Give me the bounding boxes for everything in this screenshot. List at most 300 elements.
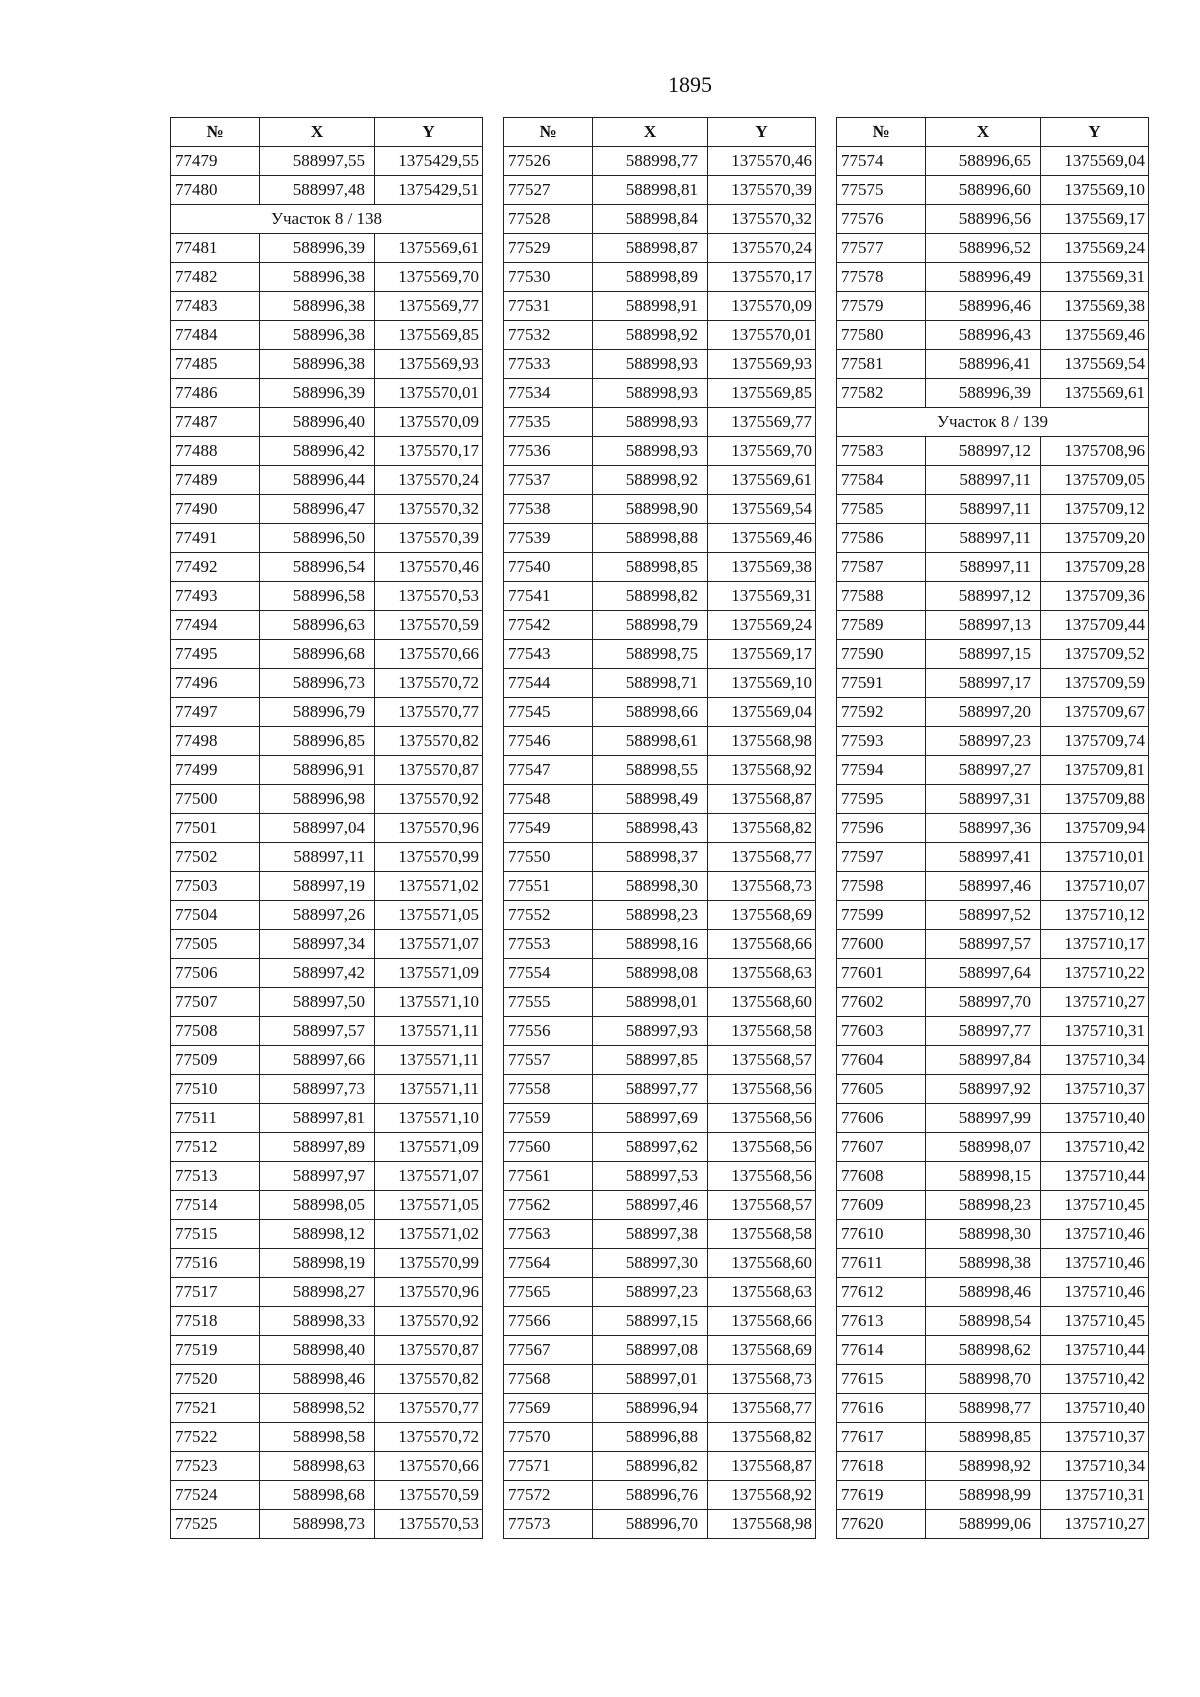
header-number: № [171, 118, 260, 147]
point-number: 77605 [837, 1075, 926, 1104]
x-coordinate: 588996,88 [593, 1423, 708, 1452]
x-coordinate: 588997,85 [593, 1046, 708, 1075]
point-number: 77586 [837, 524, 926, 553]
x-coordinate: 588998,01 [593, 988, 708, 1017]
y-coordinate: 1375570,46 [708, 147, 816, 176]
table-row [504, 988, 816, 1017]
table-row [504, 1365, 816, 1394]
point-number: 77557 [504, 1046, 593, 1075]
x-coordinate: 588998,79 [593, 611, 708, 640]
point-number: 77616 [837, 1394, 926, 1423]
y-coordinate: 1375708,96 [1041, 437, 1149, 466]
x-coordinate: 588998,61 [593, 727, 708, 756]
y-coordinate: 1375570,82 [375, 1365, 483, 1394]
table-row [837, 1017, 1149, 1046]
table-row [171, 292, 483, 321]
table-row [837, 843, 1149, 872]
table-row [504, 901, 816, 930]
table-row [171, 1336, 483, 1365]
y-coordinate: 1375709,20 [1041, 524, 1149, 553]
table-row [837, 495, 1149, 524]
point-number: 77531 [504, 292, 593, 321]
point-number: 77519 [171, 1336, 260, 1365]
table-row [837, 234, 1149, 263]
point-number: 77489 [171, 466, 260, 495]
y-coordinate: 1375568,69 [708, 901, 816, 930]
point-number: 77500 [171, 785, 260, 814]
table-row [504, 1452, 816, 1481]
point-number: 77510 [171, 1075, 260, 1104]
table-row [504, 611, 816, 640]
x-coordinate: 588998,93 [593, 350, 708, 379]
x-coordinate: 588998,82 [593, 582, 708, 611]
point-number: 77575 [837, 176, 926, 205]
table-row [171, 1394, 483, 1423]
point-number: 77542 [504, 611, 593, 640]
table-row [837, 466, 1149, 495]
x-coordinate: 588998,05 [260, 1191, 375, 1220]
x-coordinate: 588997,70 [926, 988, 1041, 1017]
y-coordinate: 1375570,66 [375, 640, 483, 669]
y-coordinate: 1375571,07 [375, 1162, 483, 1191]
y-coordinate: 1375710,01 [1041, 843, 1149, 872]
table-row [171, 1017, 483, 1046]
x-coordinate: 588998,07 [926, 1133, 1041, 1162]
y-coordinate: 1375710,44 [1041, 1162, 1149, 1191]
point-number: 77578 [837, 263, 926, 292]
header-number: № [837, 118, 926, 147]
y-coordinate: 1375709,81 [1041, 756, 1149, 785]
point-number: 77611 [837, 1249, 926, 1278]
y-coordinate: 1375568,58 [708, 1220, 816, 1249]
point-number: 77553 [504, 930, 593, 959]
point-number: 77574 [837, 147, 926, 176]
table-body [837, 147, 1149, 1539]
y-coordinate: 1375568,92 [708, 756, 816, 785]
x-coordinate: 588998,90 [593, 495, 708, 524]
table-row [171, 1249, 483, 1278]
y-coordinate: 1375569,93 [375, 350, 483, 379]
x-coordinate: 588997,77 [593, 1075, 708, 1104]
y-coordinate: 1375568,77 [708, 843, 816, 872]
x-coordinate: 588996,38 [260, 263, 375, 292]
point-number: 77550 [504, 843, 593, 872]
point-number: 77498 [171, 727, 260, 756]
x-coordinate: 588996,42 [260, 437, 375, 466]
y-coordinate: 1375570,32 [375, 495, 483, 524]
table-row [504, 640, 816, 669]
y-coordinate: 1375710,34 [1041, 1452, 1149, 1481]
table-row [837, 1365, 1149, 1394]
table-row [837, 437, 1149, 466]
y-coordinate: 1375568,56 [708, 1133, 816, 1162]
x-coordinate: 588998,77 [926, 1394, 1041, 1423]
x-coordinate: 588997,52 [926, 901, 1041, 930]
x-coordinate: 588998,62 [926, 1336, 1041, 1365]
table-row [171, 1307, 483, 1336]
x-coordinate: 588996,58 [260, 582, 375, 611]
y-coordinate: 1375710,27 [1041, 988, 1149, 1017]
table-row [837, 611, 1149, 640]
point-number: 77515 [171, 1220, 260, 1249]
y-coordinate: 1375569,31 [1041, 263, 1149, 292]
table-row [837, 1394, 1149, 1423]
table-row [171, 756, 483, 785]
point-number: 77507 [171, 988, 260, 1017]
x-coordinate: 588997,31 [926, 785, 1041, 814]
x-coordinate: 588997,11 [926, 466, 1041, 495]
table-row [504, 1423, 816, 1452]
y-coordinate: 1375570,99 [375, 1249, 483, 1278]
x-coordinate: 588998,43 [593, 814, 708, 843]
table-row [837, 292, 1149, 321]
y-coordinate: 1375568,56 [708, 1075, 816, 1104]
x-coordinate: 588998,49 [593, 785, 708, 814]
x-coordinate: 588996,38 [260, 321, 375, 350]
point-number: 77548 [504, 785, 593, 814]
point-number: 77486 [171, 379, 260, 408]
table-row [837, 1162, 1149, 1191]
point-number: 77604 [837, 1046, 926, 1075]
header-number: № [504, 118, 593, 147]
y-coordinate: 1375568,92 [708, 1481, 816, 1510]
header-y: Y [375, 118, 483, 147]
point-number: 77551 [504, 872, 593, 901]
x-coordinate: 588998,75 [593, 640, 708, 669]
point-number: 77558 [504, 1075, 593, 1104]
y-coordinate: 1375709,67 [1041, 698, 1149, 727]
y-coordinate: 1375568,57 [708, 1046, 816, 1075]
y-coordinate: 1375570,53 [375, 1510, 483, 1539]
y-coordinate: 1375571,10 [375, 988, 483, 1017]
table-row [171, 843, 483, 872]
y-coordinate: 1375569,77 [708, 408, 816, 437]
y-coordinate: 1375570,92 [375, 1307, 483, 1336]
x-coordinate: 588998,92 [593, 466, 708, 495]
y-coordinate: 1375570,39 [708, 176, 816, 205]
table-row [504, 669, 816, 698]
y-coordinate: 1375568,82 [708, 814, 816, 843]
table-row [837, 1133, 1149, 1162]
section-row [171, 205, 483, 234]
table-row [504, 785, 816, 814]
coordinates-table-2 [503, 117, 816, 1539]
x-coordinate: 588998,46 [926, 1278, 1041, 1307]
x-coordinate: 588997,04 [260, 814, 375, 843]
x-coordinate: 588996,50 [260, 524, 375, 553]
x-coordinate: 588998,85 [593, 553, 708, 582]
point-number: 77499 [171, 756, 260, 785]
x-coordinate: 588996,68 [260, 640, 375, 669]
table-row [171, 727, 483, 756]
y-coordinate: 1375710,46 [1041, 1249, 1149, 1278]
table-row [504, 814, 816, 843]
point-number: 77487 [171, 408, 260, 437]
table-row [504, 872, 816, 901]
table-row [171, 263, 483, 292]
point-number: 77569 [504, 1394, 593, 1423]
x-coordinate: 588996,79 [260, 698, 375, 727]
point-number: 77601 [837, 959, 926, 988]
y-coordinate: 1375571,07 [375, 930, 483, 959]
y-coordinate: 1375569,24 [1041, 234, 1149, 263]
table-row [171, 611, 483, 640]
y-coordinate: 1375569,10 [1041, 176, 1149, 205]
y-coordinate: 1375570,72 [375, 669, 483, 698]
table-row [504, 234, 816, 263]
x-coordinate: 588998,12 [260, 1220, 375, 1249]
y-coordinate: 1375568,57 [708, 1191, 816, 1220]
y-coordinate: 1375568,66 [708, 930, 816, 959]
point-number: 77511 [171, 1104, 260, 1133]
x-coordinate: 588997,81 [260, 1104, 375, 1133]
y-coordinate: 1375429,51 [375, 176, 483, 205]
x-coordinate: 588998,08 [593, 959, 708, 988]
x-coordinate: 588998,70 [926, 1365, 1041, 1394]
table-header-row [504, 118, 816, 147]
point-number: 77492 [171, 553, 260, 582]
y-coordinate: 1375710,44 [1041, 1336, 1149, 1365]
table-row [504, 1249, 816, 1278]
x-coordinate: 588997,57 [926, 930, 1041, 959]
x-coordinate: 588996,94 [593, 1394, 708, 1423]
y-coordinate: 1375710,42 [1041, 1365, 1149, 1394]
x-coordinate: 588996,63 [260, 611, 375, 640]
x-coordinate: 588996,73 [260, 669, 375, 698]
point-number: 77543 [504, 640, 593, 669]
y-coordinate: 1375570,01 [708, 321, 816, 350]
x-coordinate: 588997,11 [926, 553, 1041, 582]
x-coordinate: 588997,64 [926, 959, 1041, 988]
table-row [504, 1510, 816, 1539]
table-row [171, 669, 483, 698]
point-number: 77554 [504, 959, 593, 988]
table-row [837, 263, 1149, 292]
y-coordinate: 1375709,59 [1041, 669, 1149, 698]
x-coordinate: 588996,44 [260, 466, 375, 495]
table-row [837, 959, 1149, 988]
y-coordinate: 1375570,96 [375, 1278, 483, 1307]
table-row [837, 205, 1149, 234]
table-row [837, 1452, 1149, 1481]
x-coordinate: 588997,66 [260, 1046, 375, 1075]
y-coordinate: 1375709,28 [1041, 553, 1149, 582]
x-coordinate: 588997,11 [926, 524, 1041, 553]
point-number: 77572 [504, 1481, 593, 1510]
x-coordinate: 588997,12 [926, 582, 1041, 611]
header-y: Y [708, 118, 816, 147]
x-coordinate: 588998,46 [260, 1365, 375, 1394]
x-coordinate: 588998,88 [593, 524, 708, 553]
y-coordinate: 1375710,42 [1041, 1133, 1149, 1162]
point-number: 77619 [837, 1481, 926, 1510]
table-row [837, 582, 1149, 611]
table-row [504, 756, 816, 785]
x-coordinate: 588996,91 [260, 756, 375, 785]
y-coordinate: 1375569,54 [708, 495, 816, 524]
table-row [171, 524, 483, 553]
table-row [837, 1423, 1149, 1452]
x-coordinate: 588998,99 [926, 1481, 1041, 1510]
point-number: 77514 [171, 1191, 260, 1220]
y-coordinate: 1375570,59 [375, 1481, 483, 1510]
table-row [837, 350, 1149, 379]
point-number: 77527 [504, 176, 593, 205]
x-coordinate: 588997,11 [260, 843, 375, 872]
x-coordinate: 588997,46 [926, 872, 1041, 901]
point-number: 77562 [504, 1191, 593, 1220]
point-number: 77521 [171, 1394, 260, 1423]
table-row [504, 350, 816, 379]
x-coordinate: 588998,87 [593, 234, 708, 263]
x-coordinate: 588999,06 [926, 1510, 1041, 1539]
point-number: 77536 [504, 437, 593, 466]
point-number: 77480 [171, 176, 260, 205]
point-number: 77505 [171, 930, 260, 959]
point-number: 77583 [837, 437, 926, 466]
point-number: 77590 [837, 640, 926, 669]
y-coordinate: 1375568,73 [708, 1365, 816, 1394]
table-row [171, 553, 483, 582]
header-x: X [260, 118, 375, 147]
table-row [504, 176, 816, 205]
table-row [171, 1191, 483, 1220]
y-coordinate: 1375568,66 [708, 1307, 816, 1336]
point-number: 77481 [171, 234, 260, 263]
y-coordinate: 1375570,32 [708, 205, 816, 234]
y-coordinate: 1375710,12 [1041, 901, 1149, 930]
table-row [504, 582, 816, 611]
point-number: 77571 [504, 1452, 593, 1481]
x-coordinate: 588998,30 [926, 1220, 1041, 1249]
y-coordinate: 1375568,77 [708, 1394, 816, 1423]
x-coordinate: 588998,92 [926, 1452, 1041, 1481]
section-title: Участок 8 / 138 [171, 205, 483, 234]
point-number: 77509 [171, 1046, 260, 1075]
x-coordinate: 588998,66 [593, 698, 708, 727]
x-coordinate: 588998,73 [260, 1510, 375, 1539]
table-row [504, 1307, 816, 1336]
y-coordinate: 1375570,87 [375, 1336, 483, 1365]
table-row [171, 1423, 483, 1452]
y-coordinate: 1375710,40 [1041, 1394, 1149, 1423]
table-row [171, 466, 483, 495]
y-coordinate: 1375570,77 [375, 1394, 483, 1423]
y-coordinate: 1375571,11 [375, 1075, 483, 1104]
x-coordinate: 588997,48 [260, 176, 375, 205]
table-row [837, 1075, 1149, 1104]
y-coordinate: 1375569,61 [708, 466, 816, 495]
table-row [837, 147, 1149, 176]
y-coordinate: 1375569,04 [1041, 147, 1149, 176]
y-coordinate: 1375570,53 [375, 582, 483, 611]
y-coordinate: 1375569,17 [708, 640, 816, 669]
y-coordinate: 1375569,54 [1041, 350, 1149, 379]
table-row [504, 147, 816, 176]
point-number: 77617 [837, 1423, 926, 1452]
point-number: 77512 [171, 1133, 260, 1162]
point-number: 77496 [171, 669, 260, 698]
y-coordinate: 1375569,38 [1041, 292, 1149, 321]
y-coordinate: 1375710,40 [1041, 1104, 1149, 1133]
x-coordinate: 588997,42 [260, 959, 375, 988]
table-row [837, 553, 1149, 582]
point-number: 77533 [504, 350, 593, 379]
point-number: 77549 [504, 814, 593, 843]
y-coordinate: 1375568,56 [708, 1162, 816, 1191]
y-coordinate: 1375568,98 [708, 727, 816, 756]
y-coordinate: 1375709,12 [1041, 495, 1149, 524]
table-row [171, 640, 483, 669]
table-row [837, 379, 1149, 408]
point-number: 77541 [504, 582, 593, 611]
point-number: 77546 [504, 727, 593, 756]
point-number: 77612 [837, 1278, 926, 1307]
y-coordinate: 1375568,56 [708, 1104, 816, 1133]
y-coordinate: 1375569,38 [708, 553, 816, 582]
point-number: 77603 [837, 1017, 926, 1046]
y-coordinate: 1375569,61 [1041, 379, 1149, 408]
table-row [837, 988, 1149, 1017]
table-row [504, 1220, 816, 1249]
point-number: 77565 [504, 1278, 593, 1307]
table-row [504, 1075, 816, 1104]
x-coordinate: 588996,70 [593, 1510, 708, 1539]
point-number: 77518 [171, 1307, 260, 1336]
x-coordinate: 588997,15 [593, 1307, 708, 1336]
y-coordinate: 1375569,24 [708, 611, 816, 640]
y-coordinate: 1375569,85 [708, 379, 816, 408]
table-row [504, 263, 816, 292]
table-row [504, 1017, 816, 1046]
table-row [171, 1104, 483, 1133]
x-coordinate: 588996,47 [260, 495, 375, 524]
x-coordinate: 588997,23 [926, 727, 1041, 756]
y-coordinate: 1375570,01 [375, 379, 483, 408]
y-coordinate: 1375571,11 [375, 1017, 483, 1046]
table-row [171, 437, 483, 466]
table-row [171, 321, 483, 350]
y-coordinate: 1375710,07 [1041, 872, 1149, 901]
y-coordinate: 1375568,87 [708, 785, 816, 814]
point-number: 77516 [171, 1249, 260, 1278]
x-coordinate: 588998,30 [593, 872, 708, 901]
point-number: 77520 [171, 1365, 260, 1394]
table-row [171, 176, 483, 205]
table-row [504, 1191, 816, 1220]
point-number: 77608 [837, 1162, 926, 1191]
x-coordinate: 588998,33 [260, 1307, 375, 1336]
x-coordinate: 588996,98 [260, 785, 375, 814]
table-row [171, 930, 483, 959]
x-coordinate: 588998,40 [260, 1336, 375, 1365]
y-coordinate: 1375569,46 [1041, 321, 1149, 350]
table-row [504, 205, 816, 234]
y-coordinate: 1375569,10 [708, 669, 816, 698]
x-coordinate: 588996,54 [260, 553, 375, 582]
x-coordinate: 588997,36 [926, 814, 1041, 843]
x-coordinate: 588997,11 [926, 495, 1041, 524]
x-coordinate: 588997,34 [260, 930, 375, 959]
y-coordinate: 1375710,45 [1041, 1191, 1149, 1220]
x-coordinate: 588996,41 [926, 350, 1041, 379]
table-header-row [171, 118, 483, 147]
table-row [504, 843, 816, 872]
point-number: 77597 [837, 843, 926, 872]
table-row [171, 147, 483, 176]
table-row [171, 408, 483, 437]
y-coordinate: 1375709,44 [1041, 611, 1149, 640]
